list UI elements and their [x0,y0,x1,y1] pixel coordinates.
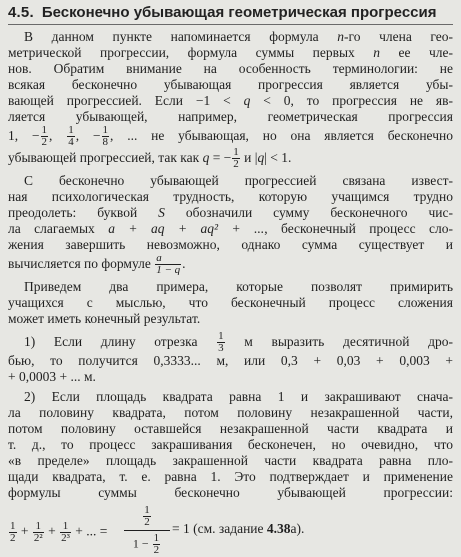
text-line-with-fraction: 1) Если длину отрезка $\frac{1}{3}$ м выразить десятичной дро- [24,331,453,353]
text-line: формулы суммы бесконечно убывающей прогрессии: [8,485,453,500]
paragraph-example-1 [8,331,453,385]
paragraph-psychological-difficulty [8,173,453,275]
fraction: $\frac{1}{8}$ [102,125,109,147]
text-line: жения завершить невозможно, однако сумма существует и [8,237,453,252]
text-line: т. д., то процесс закрашивания бесконечен, но очевидно, что [8,437,453,452]
text-line: всякая бесконечно убывающая прогрессия является убы- [8,77,453,92]
text-line: преодолеть: буквой S обозначили сумму бесконечного чис- [8,205,453,220]
fraction: $\frac{1}{2}$ [144,504,150,528]
text-line: ляется убывающей, например, геометрическая прогрессия [8,109,453,124]
fraction: $\frac{1}{2}$ [10,520,16,544]
fraction: $\frac{1}{4}$ [68,125,74,147]
paragraph-terminology [8,29,453,169]
paragraph-example-2 [8,389,453,501]
paragraph-two-examples [8,279,453,327]
text-line-with-fraction: вычисляется по формуле $\frac{a}{1 - q}$ . [8,253,186,275]
text-line: + 0,0003 + ... м. [8,369,96,384]
fraction: $\frac{1}{\text{2²}}$ [33,520,43,544]
fraction: $\frac{1}{3}$ [218,331,224,353]
fraction: $\frac{1}{2}$ [153,532,160,556]
section-title: Бесконечно убывающая геометрическая прогрессия [41,4,437,21]
sum-formula [8,505,453,557]
text-line: «в пределе» площадь закрашенной части квадрата равна пло- [8,453,453,468]
compound-fraction: $\frac{1}{2}$ 1 − $\frac{1}{2}$ [124,505,170,556]
section-heading [8,4,453,25]
text-line: может иметь конечный результат. [8,311,201,326]
text-line-with-fractions: убывающей прогрессией, так как q = − $\frac{1}{2}$ и |q| < 1. [8,147,292,169]
text-line: 2) Если площадь квадрата равна 1 и закрашивают снача- [24,389,453,404]
fraction: $\frac{1}{2}$ [233,147,239,169]
exercise-reference: 4.38 [266,521,291,536]
text-line: потом половину оставшейся незакрашенной части квадрата и [8,421,453,436]
text-line: В данном пункте напоминается формула n-го члена гео- [24,29,453,44]
text-line: метрической прогрессии, формула суммы первых n ее чле- [8,45,453,60]
text-line: С бесконечно убывающей прогрессией связана извест- [24,173,453,188]
text-line: учащихся с мыслью, что бесконечный процесс сложения [8,295,453,310]
series-sum: $\frac{1}{2}$ + $\frac{1}{\text{2²}}$ + $\frac{1}{\text{2³}}$ + ... = [10,520,108,544]
text-line: Приведем два примера, которые позволят примирить [24,279,453,294]
fraction: $\frac{1}{\text{2³}}$ [61,520,70,544]
fraction: $\frac{1}{2}$ [41,125,48,147]
text-line: вающей прогрессией. Если −1 < q < 0, то прогрессия не яв- [8,93,453,108]
text-line-with-fractions: 1, − $\frac{1}{2}$ , $\frac{1}{4}$ , − $\frac{1}{8}$ , ... не убывающая, но она является бесконечно [8,125,453,147]
fraction-bar [124,530,170,531]
formula-result: = 1 (см. задание 4.38а). [172,521,305,536]
text-line: нов. Обратим внимание на особенность терминологии: не [8,61,453,76]
section-number: 4.5. [8,4,34,21]
fraction: $\frac{a}{1 - q}$ [156,253,181,275]
text-line: щади квадрата, т. е. равна 1. Это подтверждает и применение [8,469,453,484]
text-line: ла половину квадрата, потом половину незакрашенной части, [8,405,453,420]
text-line: ная психологическая трудность, которую учащимся трудно [8,189,453,204]
text-line: бью, то получится 0,3333... м, или 0,3 + 0,03 + 0,003 + [8,353,453,368]
text-line: ла слагаемых a + aq + aq² + ..., бесконечный процесс сло- [8,221,453,236]
